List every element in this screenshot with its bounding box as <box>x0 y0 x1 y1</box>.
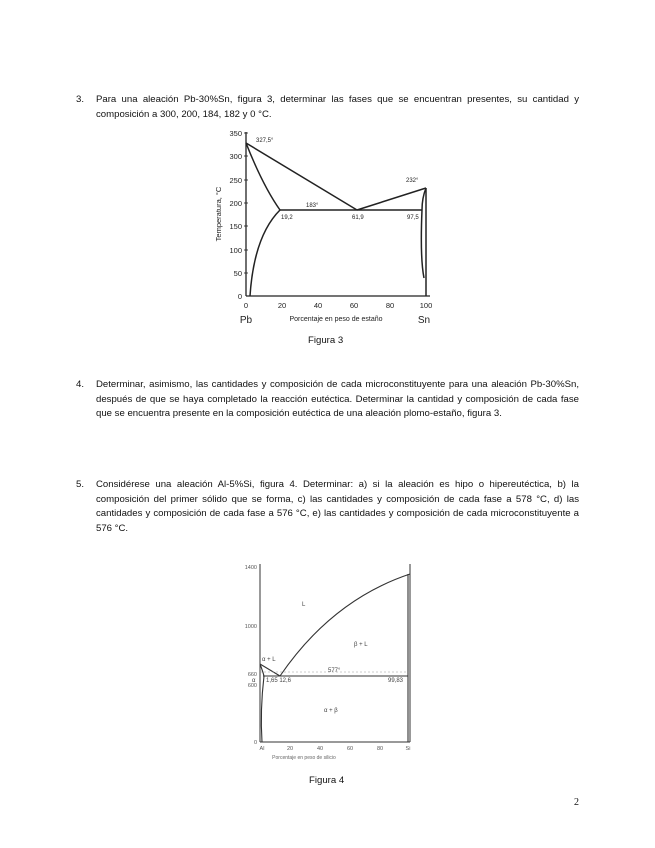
label-eutectic-temp: 183° <box>306 203 319 209</box>
figure-3-phase-diagram <box>208 128 448 328</box>
x-tick: 80 <box>376 746 384 752</box>
question-number: 3. <box>76 94 85 105</box>
question-text: Considérese una aleación Al-5%Si, figura 4. Determinar: a) si la aleación es hipo o hipereutéctica, b) la composición del primer sólido que se forma, c) las cantidades y composición de cada fase a 578 °C, d) las cantidades y composición de cada fase a 576 °C, e) las cantidades y composición de cada microconstituyente a 576 °C. <box>96 479 579 534</box>
label-sn-melt: 232° <box>406 178 419 184</box>
y-tick: 150 <box>229 222 242 231</box>
y-tick: 200 <box>229 199 242 208</box>
y-tick: 0 <box>253 740 257 746</box>
y-tick: 350 <box>229 129 242 138</box>
x-tick: 100 <box>419 301 433 310</box>
y-tick: 100 <box>229 246 242 255</box>
y-tick: 600 <box>247 683 257 689</box>
x-tick: 0 <box>243 301 249 310</box>
question-3 <box>76 93 579 122</box>
label-alpha-liquid: α + L <box>262 657 276 663</box>
figure-4-phase-diagram <box>232 560 422 770</box>
page-number: 2 <box>574 797 579 808</box>
question-text: Determinar, asimismo, las cantidades y composición de cada microconstituyente para una aleación Pb-30%Sn, después de que se haya completado la reacción eutéctica. Determinar la cantidad y composición de cada fase que se encuentra presente en la composición eutéctica de una aleación plomo-estaño, figura 3. <box>96 379 579 419</box>
label-beta-liquid: β + L <box>354 642 368 648</box>
x-tick: 80 <box>385 301 395 310</box>
x-axis-label: Porcentaje en peso de estaño <box>289 316 383 323</box>
x-tick: Si <box>405 746 411 752</box>
y-tick: 1000 <box>244 624 257 630</box>
question-4 <box>76 378 579 422</box>
x-tick: 20 <box>277 301 287 310</box>
question-number: 4. <box>76 379 85 390</box>
question-5 <box>76 478 579 536</box>
label-liquid: L <box>302 602 306 608</box>
y-axis-label: Temperatura, °C <box>214 186 223 242</box>
question-text: Para una aleación Pb-30%Sn, figura 3, determinar las fases que se encuentran presentes, su cantidad y composición a 300, 200, 184, 182 y 0 °C. <box>96 94 579 120</box>
x-tick: 40 <box>316 746 324 752</box>
figure-3-caption: Figura 3 <box>308 335 344 346</box>
label-eutectic-comp: 1,65 12,6 <box>266 678 292 684</box>
label-alpha-limit: 19,2 <box>281 215 293 221</box>
x-tick: Al <box>259 746 265 752</box>
x-tick: 60 <box>346 746 354 752</box>
y-tick: 250 <box>229 176 242 185</box>
y-tick: 50 <box>233 269 242 278</box>
label-eutectic-comp: 61,9 <box>352 215 364 221</box>
label-beta-limit: 97,5 <box>407 215 419 221</box>
x-tick: 40 <box>313 301 323 310</box>
figure-4-caption: Figura 4 <box>309 775 345 786</box>
label-alpha-beta: α + β <box>324 708 338 714</box>
question-number: 5. <box>76 479 85 490</box>
x-tick: 60 <box>349 301 359 310</box>
x-tick: 20 <box>286 746 294 752</box>
right-element-label: Sn <box>417 315 431 326</box>
y-tick: 0 <box>237 292 242 301</box>
left-element-label: Pb <box>239 315 253 326</box>
x-axis-label: Porcentaje en peso de silicio <box>272 755 336 761</box>
label-beta-limit: 99,83 <box>388 678 404 684</box>
y-tick: 300 <box>229 152 242 161</box>
label-pb-melt: 327,5° <box>256 138 274 144</box>
y-tick: 1400 <box>244 565 257 571</box>
label-al-melt: 660 <box>247 672 257 678</box>
label-alpha: α <box>252 678 256 684</box>
label-eutectic-temp: 577° <box>328 668 341 674</box>
